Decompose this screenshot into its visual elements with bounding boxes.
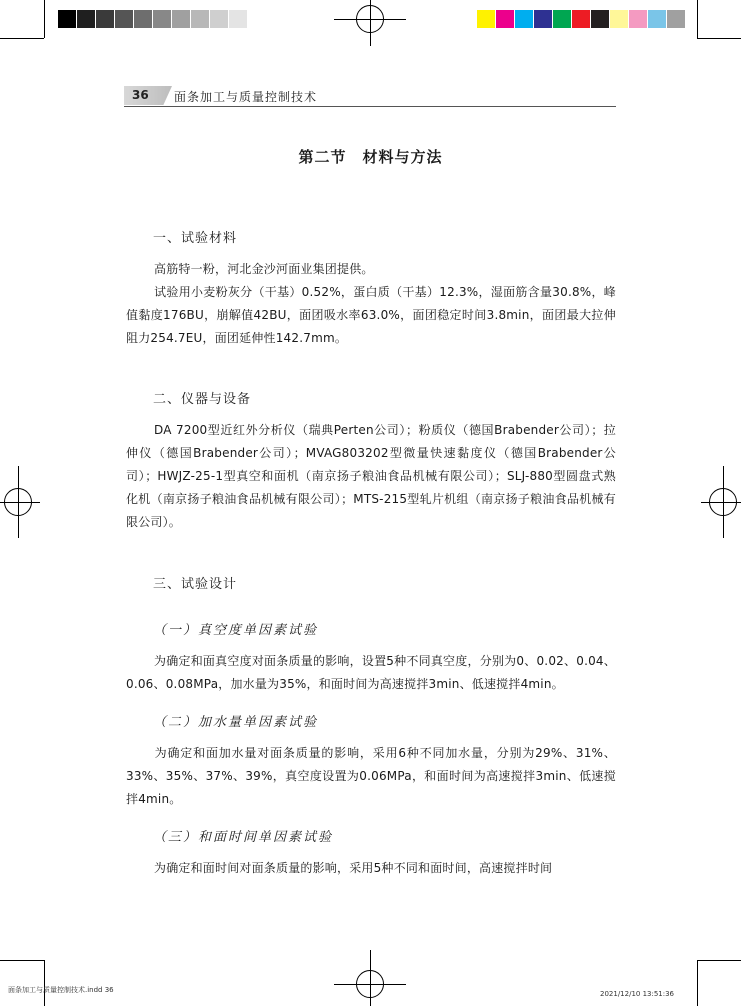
heading-design: 三、试验设计 <box>153 577 238 592</box>
paragraph-equipment: DA 7200型近红外分析仪（瑞典Perten公司）；粉质仪（德国Brabender公司）；拉伸仪（德国Brabender公司）；MVAG803202型微量快速黏度仪（德国Brabender公司）；HWJZ-25-1型真空和面机（南京扬子粮油食品机械有限公司）；SLJ-880型圆盘式熟化机（南京扬子粮油食品机械有限公司）；MTS-215型轧片机组（南京扬子粮油食品机械有限公司）。 <box>126 423 616 529</box>
crop-mark <box>0 38 44 39</box>
color-swatch <box>115 10 134 28</box>
subheading-mixing-time: （三）和面时间单因素试验 <box>153 830 334 845</box>
section-name: 材料与方法 <box>362 148 443 166</box>
color-swatch <box>134 10 153 28</box>
crop-mark <box>697 38 741 39</box>
crop-mark <box>44 0 45 38</box>
paragraph-materials-2: 试验用小麦粉灰分（干基）0.52%，蛋白质（干基）12.3%，湿面筋含量30.8%，峰值黏度176BU，崩解值42BU，面团吸水率63.0%，面团稳定时间3.8min，面团最大拉伸阻力254.7EU，面团延伸性142.7mm。 <box>126 285 616 345</box>
section-number: 第二节 <box>298 148 347 166</box>
color-swatch <box>210 10 229 28</box>
color-swatch <box>77 10 96 28</box>
subheading-water: （二）加水量单因素试验 <box>153 715 319 730</box>
crop-mark <box>44 960 45 1006</box>
color-swatch <box>648 10 667 28</box>
color-swatch <box>96 10 115 28</box>
color-swatch <box>172 10 191 28</box>
color-swatch <box>58 10 77 28</box>
crop-mark <box>697 0 698 38</box>
timestamp-slug: 2021/12/10 13:51:36 <box>600 990 675 998</box>
color-swatch <box>610 10 629 28</box>
subheading-vacuum: （一）真空度单因素试验 <box>153 623 319 638</box>
color-swatch <box>515 10 534 28</box>
paragraph-mixing-time: 为确定和面时间对面条质量的影响，采用5种不同和面时间，高速搅拌时间 <box>154 861 553 875</box>
color-swatch <box>229 10 248 28</box>
running-header <box>124 86 616 108</box>
book-title: 面条加工与质量控制技术 <box>174 90 318 104</box>
color-swatch <box>496 10 515 28</box>
cmyk-color-bar <box>477 10 686 28</box>
file-slug: 面条加工与质量控制技术.indd 36 <box>8 986 114 994</box>
color-swatch <box>591 10 610 28</box>
color-swatch <box>153 10 172 28</box>
paragraph-water: 为确定和面加水量对面条质量的影响，采用6种不同加水量，分别为29%、31%、33%、35%、37%、39%，真空度设置为0.06MPa，和面时间为高速搅拌3min、低速搅拌4min。 <box>126 746 616 806</box>
color-swatch <box>629 10 648 28</box>
header-rule <box>124 106 616 107</box>
color-swatch <box>667 10 686 28</box>
crop-mark <box>697 960 741 961</box>
section-title <box>0 146 741 167</box>
color-swatch <box>572 10 591 28</box>
heading-equipment: 二、仪器与设备 <box>153 392 252 407</box>
grayscale-color-bar <box>58 10 267 28</box>
color-swatch <box>248 10 267 28</box>
crop-mark <box>0 960 44 961</box>
heading-materials: 一、试验材料 <box>153 231 238 246</box>
page-number: 36 <box>132 88 149 102</box>
crop-mark <box>697 960 698 1006</box>
paragraph-vacuum: 为确定和面真空度对面条质量的影响，设置5种不同真空度，分别为0、0.02、0.04、0.06、0.08MPa，加水量为35%，和面时间为高速搅拌3min、低速搅拌4min。 <box>126 654 616 691</box>
color-swatch <box>534 10 553 28</box>
color-swatch <box>477 10 496 28</box>
paragraph-materials-1: 高筋特一粉，河北金沙河面业集团提供。 <box>154 262 374 276</box>
color-swatch <box>191 10 210 28</box>
color-swatch <box>553 10 572 28</box>
